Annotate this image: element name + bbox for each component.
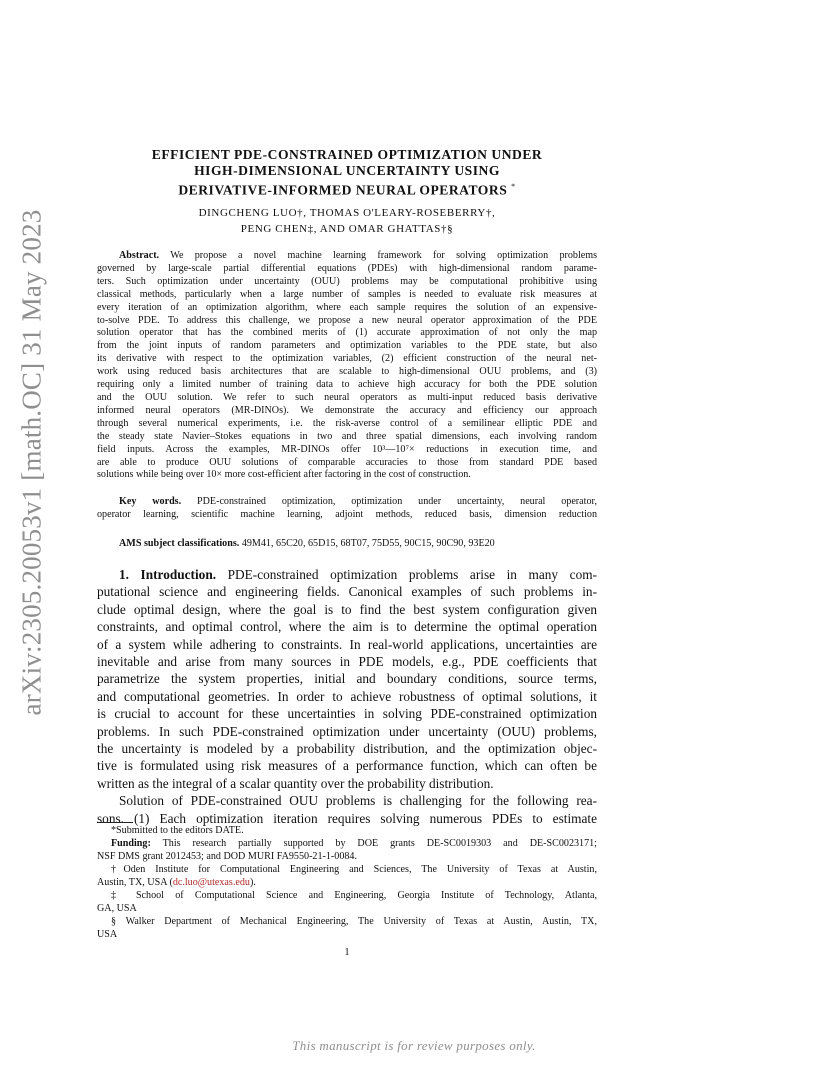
author-line-1: DINGCHENG LUO†, THOMAS O'LEARY-ROSEBERRY†,	[198, 207, 496, 219]
abstract-line: from the joint inputs of random parameters and optimization variables to the PDE state, but also	[97, 340, 597, 352]
footnote-funding	[97, 837, 597, 850]
introduction-section	[97, 566, 597, 827]
title-line-2: HIGH-DIMENSIONAL UNCERTAINTY USING	[194, 163, 500, 178]
review-watermark: This manuscript is for review purposes only.	[292, 1038, 536, 1053]
abstract-line: are able to produce OUU solutions of comparable accuracies to those from standard PDE based	[97, 456, 597, 468]
footnote-gatech: ‡ School of Computational Science and Engineering, Georgia Institute of Technology, Atlanta,	[111, 890, 597, 901]
intro-line: problems. In such PDE-constrained optimization under uncertainty (OUU) problems,	[97, 723, 597, 739]
intro-line: Solution of PDE-constrained OUU problems is challenging for the following rea-	[119, 793, 597, 809]
footnote-funding-cont: NSF DMS grant 2012453; and DOD MURI FA9550-21-1-0084.	[97, 851, 358, 862]
abstract-line	[97, 250, 597, 263]
intro-line: sons. (1) Each optimization iteration requires solving numerous PDEs to estimate	[97, 810, 597, 826]
abstract-line: governed by large-scale partial differential equations (PDEs) with high-dimensional random parame-	[97, 262, 597, 274]
intro-line: is crucial to account for these uncertainties in solving PDE-constrained optimization	[97, 706, 597, 722]
abstract-line: solutions while being over 10× more cost-efficient after factoring in the cost of construction.	[97, 469, 471, 481]
author-list	[97, 205, 597, 237]
footnote-oden-cont	[97, 876, 597, 889]
intro-line	[97, 566, 597, 583]
intro-line: tive is formulated using risk measures of a performance function, which can often be	[97, 758, 597, 774]
abstract-line: classical methods, particularly when a large number of samples is needed to evaluate risk measures at	[97, 288, 597, 300]
oden-close: ).	[249, 877, 256, 888]
abstract-line: requiring only a limited number of training data to achieve high accuracy for both the PDE solution	[97, 379, 597, 391]
footnotes	[97, 824, 597, 941]
arxiv-identifier: arXiv:2305.20053v1 [math.OC] 31 May 2023	[16, 209, 47, 715]
intro-line: constraints, and optimal control, where the aim is to determine the optimal operation	[97, 619, 597, 635]
author-line-2: PENG CHEN‡, AND OMAR GHATTAS†§	[240, 223, 454, 235]
section-heading: 1. Introduction.	[119, 567, 217, 582]
keywords-text-1: PDE-constrained optimization, optimization under uncertainty, neural operator,	[197, 496, 597, 507]
email-link[interactable]: dc.luo@utexas.edu	[172, 877, 250, 888]
abstract-line: solution operator that has the combined merits of (1) accurate approximation of not only the map	[97, 327, 597, 339]
abstract-line: and the OUU solution. We refer to such neural operators as multi-input reduced basis derivative	[97, 391, 597, 403]
arxiv-stamp	[10, 209, 54, 715]
abstract-line: field inputs. Across the examples, MR-DINOs offer 10³—10⁷× reductions in execution time, and	[97, 443, 597, 455]
ams-label: AMS subject classifications.	[119, 538, 240, 549]
abstract	[97, 250, 597, 482]
keywords-label: Key words.	[119, 496, 182, 507]
intro-line: putational science and engineering fields. Canonical examples of such problems in-	[97, 584, 597, 600]
paper-title	[97, 147, 597, 199]
abstract-line: through several numerical experiments, i.e. the risk-averse control of a semilinear elliptic PDE and	[97, 417, 597, 429]
oden-address: Austin, TX, USA (	[97, 877, 173, 888]
footnote-rule	[97, 822, 133, 823]
funding-text: This research partially supported by DOE grants DE-SC0019303 and DE-SC0023171;	[162, 838, 597, 849]
intro-line: of a system while adhering to constraints. In real-world applications, uncertainties are	[97, 636, 597, 652]
page-number: 1	[344, 947, 350, 958]
abstract-line: to-solve PDE. To address this challenge, we propose a new neural operator approximation of the PDE	[97, 314, 597, 326]
ams-classifications	[97, 537, 619, 550]
intro-line: the uncertainty is modeled by a probability distribution, and the optimization objec-	[97, 741, 597, 757]
funding-label: Funding:	[111, 838, 151, 849]
title-line-1: EFFICIENT PDE-CONSTRAINED OPTIMIZATION UNDER	[151, 147, 543, 162]
keywords	[97, 495, 597, 521]
abstract-line: its derivative with respect to the optimization variables, (2) efficient construction of the neural net-	[97, 353, 597, 365]
abstract-line: the steady state Navier–Stokes equations in two and three spatial dimensions, each involving random	[97, 430, 597, 442]
keywords-line-2: operator learning, scientific machine learning, adjoint methods, reduced basis, dimension reduction	[97, 509, 597, 520]
abstract-line-text: We propose a novel machine learning framework for solving optimization problems	[170, 250, 598, 261]
abstract-label: Abstract.	[119, 250, 160, 261]
abstract-line: ters. Such optimization under uncertainty (OUU) problems may be computational prohibitive using	[97, 275, 597, 287]
intro-line: clude optimal design, where the goal is to find the best system configuration given	[97, 601, 597, 617]
title-footnote-mark: *	[511, 182, 516, 191]
abstract-line: informed neural operators (MR-DINOs). We demonstrate the accuracy and efficiency our approach	[97, 404, 597, 416]
intro-line: and computational geometries. In order to achieve robustness of optimal solutions, it	[97, 688, 597, 704]
footnote-walker-cont: USA	[97, 929, 118, 940]
footnote-submitted: *Submitted to the editors DATE.	[111, 825, 244, 836]
intro-line-text: PDE-constrained optimization problems arise in many com-	[227, 567, 597, 582]
footnote-gatech-cont: GA, USA	[97, 903, 137, 914]
abstract-line: every iteration of an optimization algorithm, where each sample requires the solution of an expensive-	[97, 301, 597, 313]
keywords-line-1	[97, 495, 597, 508]
abstract-line: work using reduced basis architectures that are scalable to high-dimensional OUU problems, and (3)	[97, 366, 597, 378]
footnote-oden: †Oden Institute for Computational Engineering and Sciences, The University of Texas at Austin,	[111, 864, 597, 875]
footnote-walker: § Walker Department of Mechanical Engineering, The University of Texas at Austin, Austin, TX,	[111, 916, 597, 927]
ams-codes: 49M41, 65C20, 65D15, 68T07, 75D55, 90C15, 90C90, 93E20	[241, 538, 495, 549]
intro-line: written as the integral of a scalar quantity over the probability distribution.	[97, 775, 494, 791]
intro-line: inevitable and arise from many sources in PDE models, e.g., PDE coefficients that	[97, 654, 597, 670]
title-line-3	[97, 179, 597, 199]
intro-line: parametrize the system properties, initial and boundary conditions, source terms,	[97, 671, 597, 687]
title-line-3-text: DERIVATIVE-INFORMED NEURAL OPERATORS	[178, 182, 508, 198]
